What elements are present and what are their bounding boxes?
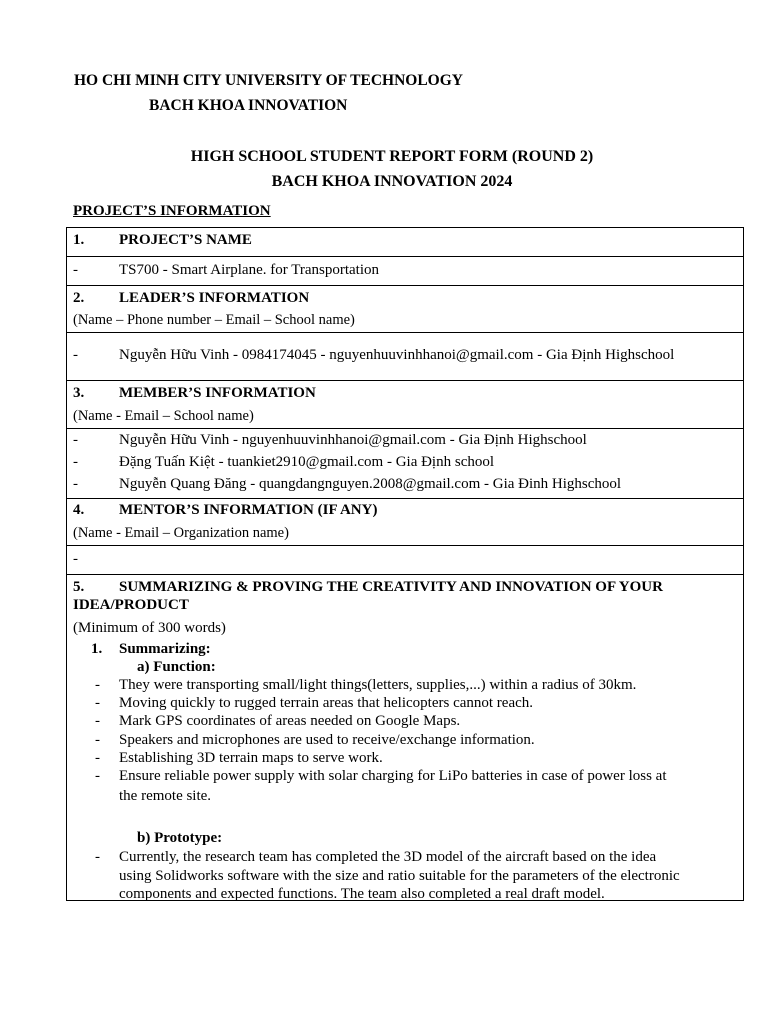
- project-info-table: [66, 227, 744, 901]
- row-divider: [67, 285, 743, 286]
- section-title-members: MEMBER’S INFORMATION: [119, 385, 316, 401]
- list-dash: -: [73, 476, 78, 492]
- function-item: Moving quickly to rugged terrain areas that helicopters cannot reach.: [119, 695, 534, 711]
- list-dash: -: [95, 750, 100, 766]
- leader-info-value: Nguyễn Hữu Vinh - 0984174045 - nguyenhuuvinhhanoi@gmail.com - Gia Định Highschool: [119, 347, 675, 363]
- section-heading: PROJECT’S INFORMATION: [73, 203, 271, 219]
- list-number: 1.: [91, 641, 103, 657]
- list-dash: -: [73, 347, 78, 363]
- list-dash: -: [95, 677, 100, 693]
- summary-field-hint: (Minimum of 300 words): [73, 620, 226, 636]
- function-item: Mark GPS coordinates of areas needed on Google Maps.: [119, 713, 461, 729]
- row-divider: [67, 256, 743, 257]
- prototype-text: using Solidworks software with the size and ratio suitable for the parameters of the electronic: [119, 868, 680, 884]
- section-title-leader: LEADER’S INFORMATION: [119, 290, 310, 306]
- section-number: 1.: [73, 232, 85, 248]
- list-dash: -: [95, 768, 100, 784]
- member-item: Nguyễn Quang Đăng - quangdangnguyen.2008@gmail.com - Gia Đinh Highschool: [119, 476, 622, 492]
- list-dash: -: [73, 454, 78, 470]
- row-divider: [67, 428, 743, 429]
- row-divider: [67, 498, 743, 499]
- mentor-field-hint: (Name - Email – Organization name): [73, 525, 289, 541]
- leader-field-hint: (Name – Phone number – Email – School name): [73, 312, 355, 328]
- row-divider: [67, 545, 743, 546]
- prototype-text: Currently, the research team has completed the 3D model of the aircraft based on the idea: [119, 849, 657, 865]
- row-divider: [67, 574, 743, 575]
- row-divider: [67, 380, 743, 381]
- list-dash: -: [95, 695, 100, 711]
- function-item-cont: the remote site.: [119, 788, 212, 804]
- section-number: 2.: [73, 290, 85, 306]
- section-title-summary: SUMMARIZING & PROVING THE CREATIVITY AND INNOVATION OF YOUR: [119, 579, 663, 595]
- list-dash: -: [73, 432, 78, 448]
- function-label: a) Function:: [137, 659, 216, 675]
- function-item: Establishing 3D terrain maps to serve work.: [119, 750, 383, 766]
- function-item: Speakers and microphones are used to receive/exchange information.: [119, 732, 535, 748]
- university-name: HO CHI MINH CITY UNIVERSITY OF TECHNOLOGY: [74, 72, 463, 89]
- members-field-hint: (Name - Email – School name): [73, 408, 254, 424]
- member-item: Đặng Tuấn Kiệt - tuankiet2910@gmail.com - Gia Định school: [119, 454, 495, 470]
- list-dash: -: [73, 262, 78, 278]
- list-dash: -: [95, 732, 100, 748]
- section-title-summary-cont: IDEA/PRODUCT: [73, 597, 189, 613]
- section-number: 4.: [73, 502, 85, 518]
- prototype-text: components and expected functions. The team also completed a real draft model.: [119, 886, 605, 902]
- section-number: 3.: [73, 385, 85, 401]
- row-divider: [67, 332, 743, 333]
- member-item: Nguyễn Hữu Vinh - nguyenhuuvinhhanoi@gmail.com - Gia Định Highschool: [119, 432, 587, 448]
- form-subtitle: BACH KHOA INNOVATION 2024: [271, 173, 513, 190]
- section-number: 5.: [73, 579, 85, 595]
- project-name-value: TS700 - Smart Airplane. for Transportation: [119, 262, 379, 278]
- form-title: HIGH SCHOOL STUDENT REPORT FORM (ROUND 2): [190, 148, 594, 165]
- section-title-mentor: MENTOR’S INFORMATION (IF ANY): [119, 502, 378, 518]
- function-item: They were transporting small/light things(letters, supplies,...) within a radius of 30km.: [119, 677, 637, 693]
- section-title-project-name: PROJECT’S NAME: [119, 232, 252, 248]
- list-dash: -: [95, 849, 100, 865]
- prototype-label: b) Prototype:: [137, 830, 223, 846]
- list-dash: -: [95, 713, 100, 729]
- list-dash: -: [73, 551, 78, 567]
- summarizing-label: Summarizing:: [119, 641, 211, 657]
- function-item: Ensure reliable power supply with solar charging for LiPo batteries in case of power loss at: [119, 768, 667, 784]
- program-name: BACH KHOA INNOVATION: [149, 97, 348, 114]
